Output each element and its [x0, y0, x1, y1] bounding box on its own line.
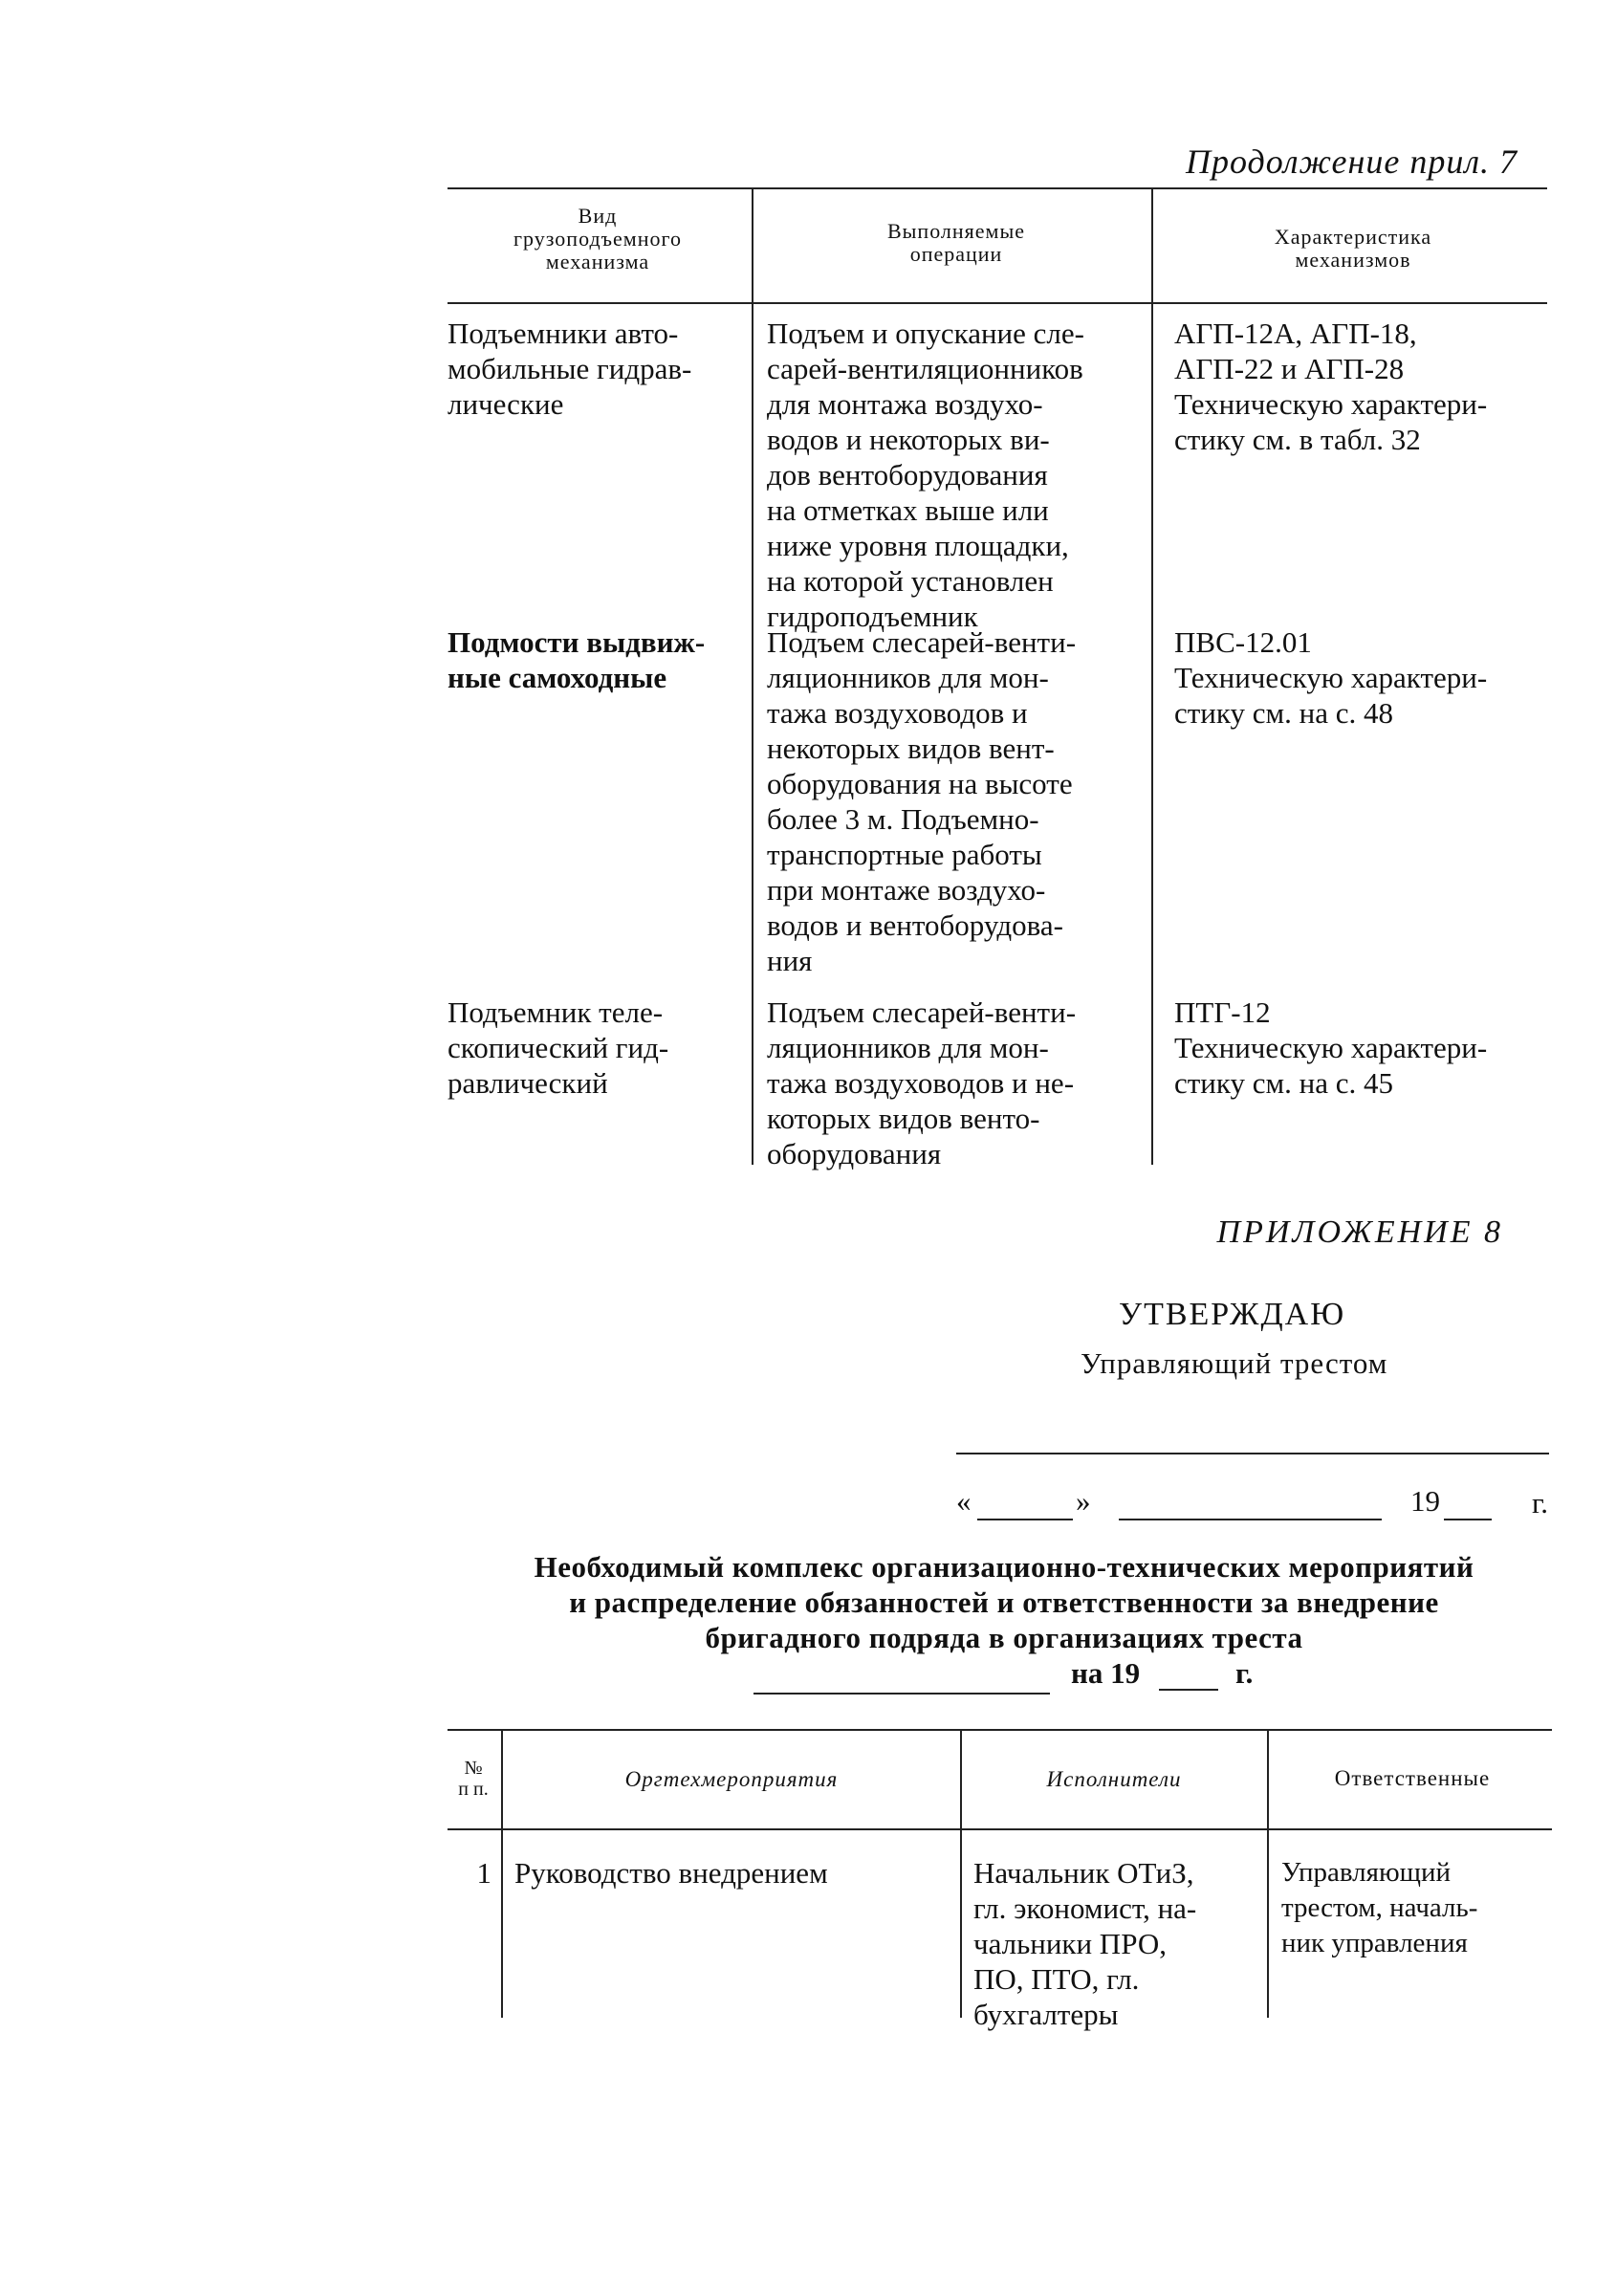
table-row-1-executors: Начальник ОТиЗ, гл. экономист, на- чальники ПРО, ПО, ПТО, гл. бухгалтеры	[973, 1856, 1197, 2031]
column-divider	[501, 1731, 503, 2018]
table-row-1-measure: Руководство внедрением	[514, 1856, 828, 1890]
header-characteristics: Характеристика механизмов	[1274, 225, 1432, 272]
column-divider	[1151, 189, 1153, 1165]
column-divider	[1267, 1731, 1269, 2018]
approval-role: Управляющий трестом	[1081, 1346, 1388, 1380]
document-title: Необходимый комплекс организационно-технических мероприятий и распределение обязанностей и ответственности за внедрение бригадного подряда в организациях треста	[534, 1550, 1474, 1654]
table-row-1-characteristics: АГП-12А, АГП-18, АГП-22 и АГП-28 Техническую характери- стику см. в табл. 32	[1174, 317, 1488, 456]
title-year-underline	[753, 1693, 1050, 1695]
title-year-suffix: г.	[1235, 1656, 1254, 1690]
table-top-rule	[448, 1729, 1552, 1731]
table-row-1-responsible: Управляющий трестом, началь- ник управления	[1281, 1857, 1478, 1958]
signature-line	[956, 1453, 1549, 1454]
month-blank	[1119, 1519, 1382, 1520]
header-mechanism-type: Вид грузоподъемного механизма	[513, 204, 682, 273]
table-row-3-mechanism: Подъемник теле- скопический гид- равлический	[448, 995, 669, 1100]
header-number: № п п.	[458, 1758, 489, 1800]
table-row-1-mechanism: Подъемники авто- мобильные гидрав- лические	[448, 317, 692, 421]
table-row-2-characteristics: ПВС-12.01 Техническую характери- стику см. на с. 48	[1174, 625, 1488, 730]
title-year-blank	[1159, 1689, 1218, 1691]
column-divider	[752, 189, 753, 1165]
header-responsible: Ответственные	[1334, 1766, 1491, 1790]
table-top-rule	[448, 187, 1547, 189]
approval-word: УТВЕРЖДАЮ	[1119, 1297, 1346, 1332]
header-executors: Исполнители	[1046, 1767, 1182, 1791]
year-prefix: 19	[1410, 1484, 1440, 1518]
date-close-quote: »	[1076, 1484, 1091, 1518]
table-row-2-operations: Подъем слесарей-венти- ляционников для мон- тажа воздуховодов и некоторых видов вент- оборудования на высоте более 3 м. Подъемно- транспортные работы при монтаже воздухо- водов и вентоборудова- ния	[767, 625, 1077, 977]
year-suffix: г.	[1532, 1486, 1548, 1520]
table-row-3-characteristics: ПТГ-12 Техническую характери- стику см. на с. 45	[1174, 995, 1488, 1100]
column-divider	[960, 1731, 962, 2018]
title-year: на 19	[1071, 1656, 1141, 1690]
header-measures: Оргтехмероприятия	[624, 1767, 839, 1791]
table-row-1-number: 1	[476, 1856, 491, 1890]
year-blank	[1444, 1519, 1492, 1520]
table-row-2-mechanism: Подмости выдвиж- ные самоходные	[448, 625, 706, 694]
date-open-quote: «	[956, 1484, 972, 1518]
table-row-3-operations: Подъем слесарей-венти- ляционников для мон- тажа воздуховодов и не- которых видов венто- оборудования	[767, 995, 1077, 1170]
appendix-label: ПРИЛОЖЕНИЕ 8	[1216, 1214, 1503, 1250]
day-blank	[977, 1519, 1073, 1520]
page-caption: Продолжение прил. 7	[1186, 142, 1518, 181]
table-header-rule	[448, 1828, 1552, 1830]
header-operations: Выполняемые операции	[886, 219, 1026, 266]
table-row-1-operations: Подъем и опускание сле- сарей-вентиляционников для монтажа воздухо- водов и некоторых ви- дов вентоборудования на отметках выше или ниже уровня площадки, на которой установлен гидроподъемник	[767, 317, 1084, 633]
table-header-rule	[448, 302, 1547, 304]
